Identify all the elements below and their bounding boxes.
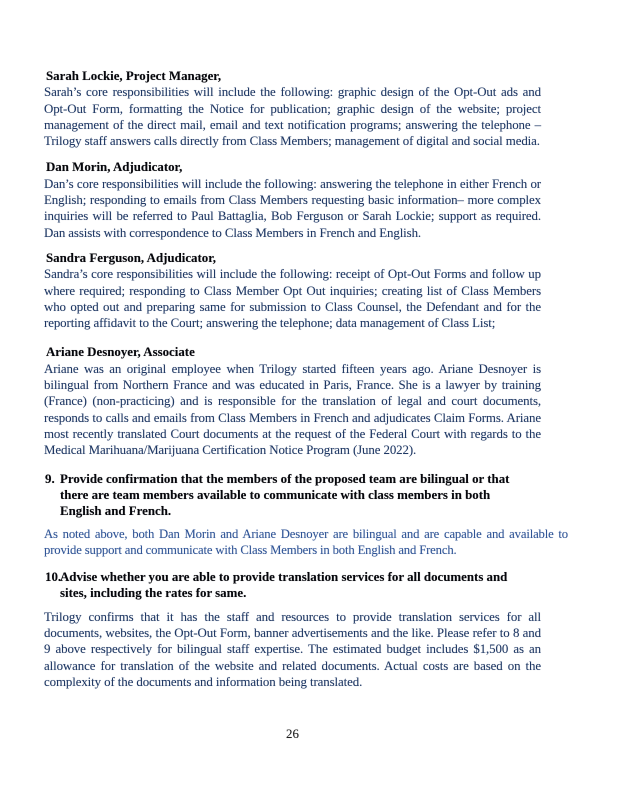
team-member-section-ariane [44,344,541,458]
member-description: Dan’s core responsibilities will include the following: answering the telephone in either French or English; responding to emails from Class Members requesting basic information– more complex inquiries will be referred to Paul Battaglia, Bob Ferguson or Sarah Lockie; support as required. Dan assists with correspondence to Class Members in French and English. [44,176,541,240]
member-name-heading: Sarah Lockie, Project Manager, [46,69,222,83]
member-description: Sandra’s core responsibilities will include the following: receipt of Opt-Out Forms and follow up where required; responding to Class Member Opt Out inquiries; creating list of Class Members who opted out and preparing same for submission to Class Counsel, the Defendant and for the reporting affidavit to the Court; answering the telephone; data management of Class List; [44,267,541,331]
team-member-section-dan [44,159,541,240]
member-description: Sarah’s core responsibilities will include the following: graphic design of the Opt-Out ads and Opt-Out Form, formatting the Notice for publication; graphic design of the website; project management of the direct mail, email and text notification programs; answering the telephone – Trilogy staff answers calls directly from Class Members; management of digital and social media. [44,85,541,149]
question-number: 10. [45,569,62,584]
answer-paragraph-10: Trilogy confirms that it has the staff and resources to provide translation services for all documents, websites, the Opt-Out Form, banner advertisements and the like. Please refer to 8 and 9 above respectively for bilingual staff expertise. The estimated budget includes $1,500 as an allowance for translation of the website and related documents. Actual costs are based on the complexity of the documents and information being translated. [44,609,541,689]
question-text: Provide confirmation that the members of the proposed team are bilingual or that there are team members available to communicate with class members in both English and French. [60,471,510,519]
member-name-heading: Dan Morin, Adjudicator, [46,160,183,175]
member-description: Ariane was an original employee when Trilogy started fifteen years ago. Ariane Desnoyer is bilingual from Northern France and was educated in Paris, France. She is a lawyer by training (France) (non-practicing) and is responsible for the translation of legal and court documents, responds to calls and emails from Class Members in French and adjudicates Claim Forms. Ariane most recently translated Court documents at the request of the Federal Court with regards to the Medical Marihuana/Marijuana Certification Notice Program (June 2022). [44,361,541,458]
question-item-10 [44,569,541,602]
answer-paragraph-9: As noted above, both Dan Morin and Ariane Desnoyer are bilingual and are capable and available to provide support and communicate with Class Members in both English and French. [44,526,568,558]
page-number: 26 [286,727,299,741]
member-name-heading: Sandra Ferguson, Adjudicator, [46,250,216,265]
member-name-heading: Ariane Desnoyer, Associate [46,345,195,360]
page-content [44,68,568,690]
team-member-section-sarah [44,68,541,149]
team-member-section-sandra [44,250,541,331]
question-number: 9. [45,471,55,486]
question-item-9 [44,471,541,520]
question-text: Advise whether you are able to provide translation services for all documents and sites, including the rates for same. [60,569,508,601]
